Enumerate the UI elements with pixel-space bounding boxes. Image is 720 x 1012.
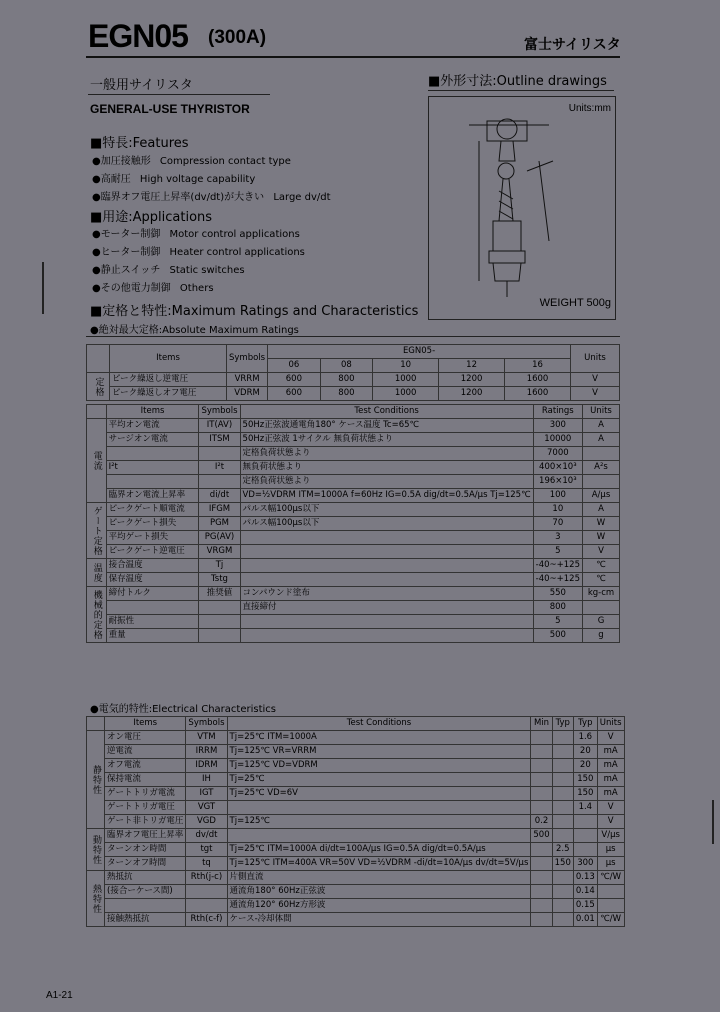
cell-item: ピークゲート損失 [106, 517, 199, 531]
list-item: ●臨界オフ電圧上昇率(dv/dt)が大きい Large dv/dt [92, 192, 331, 203]
col-max: Typ [573, 717, 597, 731]
cell-cond: 定格負荷状態より [240, 475, 533, 489]
cell-min [531, 801, 552, 815]
cell-sym: I²t [199, 461, 240, 475]
cell-item: 逆電流 [105, 745, 186, 759]
cell-max: 150 [573, 787, 597, 801]
list-item: ●高耐圧 High voltage capability [92, 174, 256, 185]
cell-max: 300 [573, 857, 597, 871]
electrical-table [86, 716, 625, 927]
cell-sym: di/dt [199, 489, 240, 503]
electrical-heading: ●電気的特性:Electrical Characteristics [90, 704, 277, 715]
table-row [87, 545, 620, 559]
cell-cond: 50Hz正弦波通電角180° ケース温度 Tc=65℃ [240, 419, 533, 433]
table-row [87, 629, 620, 643]
cell-min: 500 [531, 829, 552, 843]
cell-unit: V [597, 731, 624, 745]
variant: 12 [439, 359, 505, 373]
table-row [87, 731, 625, 745]
cell-cond: パルス幅100μs以下 [240, 517, 533, 531]
table-row [87, 885, 625, 899]
cell-val: 196×10³ [533, 475, 582, 489]
cell-item: 熱抵抗 [105, 871, 186, 885]
cell-val: 5 [533, 545, 582, 559]
cell-max [573, 843, 597, 857]
group-label: 動特性 [87, 829, 105, 871]
outline-heading: ■外形寸法:Outline drawings [428, 74, 607, 89]
cell-cond [240, 531, 533, 545]
cell-typ [552, 773, 573, 787]
list-item: ●加圧接触形 Compression contact type [92, 156, 291, 167]
table-row [87, 447, 620, 461]
table-row [87, 489, 620, 503]
table-row [87, 601, 620, 615]
cell-unit: mA [597, 745, 624, 759]
cell-cond: コンパウンド塗布 [240, 587, 533, 601]
title-rule [86, 56, 620, 58]
cell-val: 400×10³ [533, 461, 582, 475]
cell-cond: Tj=125℃ VD=VDRM [227, 759, 531, 773]
cell-val: 3 [533, 531, 582, 545]
col-group: EGN05- [268, 345, 571, 359]
cell-sym [199, 615, 240, 629]
cell-cond: 定格負荷状態より [240, 447, 533, 461]
abs-max-heading: ●絶対最大定格:Absolute Maximum Ratings [90, 325, 299, 336]
cell-cond: 直接締付 [240, 601, 533, 615]
col-conditions: Test Conditions [227, 717, 531, 731]
cell-cond [240, 545, 533, 559]
cell-typ [552, 787, 573, 801]
cell-item: ゲートトリガ電流 [105, 787, 186, 801]
table-row [87, 815, 625, 829]
cell-cond [240, 615, 533, 629]
col-typ: Typ [552, 717, 573, 731]
cell-val: 800 [533, 601, 582, 615]
cell-item [106, 601, 199, 615]
cell-max: 20 [573, 745, 597, 759]
cell-max [573, 829, 597, 843]
cell-sym [186, 899, 227, 913]
cell-min [531, 871, 552, 885]
cell-cond: VD=½VDRM ITM=1000A f=60Hz IG=0.5A dig/dt=0.5A/μs Tj=125℃ [240, 489, 533, 503]
cell-val: -40~+125 [533, 559, 582, 573]
cell-item: 保持電流 [105, 773, 186, 787]
cell-cond: Tj=125℃ ITM=400A VR=50V VD=½VDRM -di/dt=10A/μs dv/dt=5V/μs [227, 857, 531, 871]
cell-unit: A [583, 433, 620, 447]
outline-rule [428, 90, 614, 91]
cell-max: 0.01 [573, 913, 597, 927]
group-label: ゲート定格 [87, 503, 107, 559]
margin-mark [42, 262, 44, 314]
cell-val: 10 [533, 503, 582, 517]
cell-val: 500 [533, 629, 582, 643]
col-items: Items [106, 405, 199, 419]
cell-item: オン電圧 [105, 731, 186, 745]
col-items: Items [110, 345, 227, 373]
cell-sym: tgt [186, 843, 227, 857]
cell-cond [240, 573, 533, 587]
cell-min [531, 899, 552, 913]
table-row [87, 745, 625, 759]
cell-unit: V [597, 801, 624, 815]
list-item: ●その他電力制御 Others [92, 283, 214, 294]
cell-item: サージオン電流 [106, 433, 199, 447]
table-top-rule [86, 336, 620, 337]
cell-unit: V [583, 545, 620, 559]
group-label: 電流 [87, 419, 107, 503]
col-conditions: Test Conditions [240, 405, 533, 419]
cell-sym: IH [186, 773, 227, 787]
cell-item: 重量 [106, 629, 199, 643]
cell-item [106, 447, 199, 461]
cell-max: 1.6 [573, 731, 597, 745]
cell-unit: V [597, 815, 624, 829]
col-symbols: Symbols [227, 345, 268, 373]
voltage-ratings-table [86, 344, 620, 401]
cell-item [105, 899, 186, 913]
cell-item: 保存温度 [106, 573, 199, 587]
cell-unit: mA [597, 787, 624, 801]
list-item: ●静止スイッチ Static switches [92, 265, 245, 276]
cell-unit: kg-cm [583, 587, 620, 601]
cell-sym: IGT [186, 787, 227, 801]
cell-unit: A/μs [583, 489, 620, 503]
cell-unit [583, 601, 620, 615]
cell-item: ゲートトリガ電圧 [105, 801, 186, 815]
cell-sym: IDRM [186, 759, 227, 773]
cell-sym [186, 885, 227, 899]
cell-unit: V/μs [597, 829, 624, 843]
cell-item: ターンオフ時間 [105, 857, 186, 871]
units-label: Units:mm [568, 103, 611, 114]
table-row [87, 857, 625, 871]
cell-sym: PGM [199, 517, 240, 531]
cell-min [531, 787, 552, 801]
table-row [87, 461, 620, 475]
cell-item: I²t [106, 461, 199, 475]
cell-val: 550 [533, 587, 582, 601]
cell-unit: A²s [583, 461, 620, 475]
cell-item [106, 475, 199, 489]
cell-sym: VTM [186, 731, 227, 745]
table-row [87, 559, 620, 573]
cell-item: 臨界オフ電圧上昇率 [105, 829, 186, 843]
cell-unit: A [583, 503, 620, 517]
cell-min: 0.2 [531, 815, 552, 829]
cell-item: ゲート非トリガ電圧 [105, 815, 186, 829]
cell-min [531, 759, 552, 773]
cell-cond: 50Hz正弦波 1サイクル 無負荷状態より [240, 433, 533, 447]
cell-cond: パルス幅100μs以下 [240, 503, 533, 517]
table-row [87, 587, 620, 601]
cell-cond: Tj=125℃ [227, 815, 531, 829]
variant: 16 [505, 359, 571, 373]
cell-sym: IT(AV) [199, 419, 240, 433]
cell-cond: Tj=25℃ ITM=1000A di/dt=100A/μs IG=0.5A dig/dt=0.5A/μs [227, 843, 531, 857]
cell-unit: ℃/W [597, 913, 624, 927]
subtitle-jp: 一般用サイリスタ [90, 78, 193, 93]
cell-item: ピークゲート順電流 [106, 503, 199, 517]
cell-sym [199, 475, 240, 489]
cell-min [531, 885, 552, 899]
table-row: ピーク繰返しオフ電圧 VDRM 600 800 1000 1200 1600 V [87, 387, 620, 401]
cell-typ: 150 [552, 857, 573, 871]
cell-sym: Rth(c-f) [186, 913, 227, 927]
table-row [87, 759, 625, 773]
list-item: ●モーター制御 Motor control applications [92, 229, 300, 240]
group-label: 熱特性 [87, 871, 105, 927]
table-row [87, 773, 625, 787]
cell-val: 300 [533, 419, 582, 433]
cell-max: 150 [573, 773, 597, 787]
cell-val: 100 [533, 489, 582, 503]
cell-cond: 通流角120° 60Hz方形波 [227, 899, 531, 913]
cell-sym [199, 601, 240, 615]
cell-max: 0.13 [573, 871, 597, 885]
cell-cond [227, 829, 531, 843]
table-row [87, 433, 620, 447]
cell-min [531, 857, 552, 871]
cell-sym: tq [186, 857, 227, 871]
cell-item: 耐振性 [106, 615, 199, 629]
cell-item: (接合ーケース間) [105, 885, 186, 899]
cell-item: 締付トルク [106, 587, 199, 601]
cell-item: 平均オン電流 [106, 419, 199, 433]
table-row [87, 913, 625, 927]
col-units: Units [597, 717, 624, 731]
cell-cond [227, 801, 531, 815]
cell-unit [597, 885, 624, 899]
list-item: ●ヒーター制御 Heater control applications [92, 247, 305, 258]
cell-sym: dv/dt [186, 829, 227, 843]
cell-max: 0.14 [573, 885, 597, 899]
jp-product-name: 富士サイリスタ [524, 37, 621, 53]
cell-max: 0.15 [573, 899, 597, 913]
subtitle-en: GENERAL-USE THYRISTOR [90, 102, 250, 116]
table-row [87, 871, 625, 885]
cell-val: 5 [533, 615, 582, 629]
col-symbols: Symbols [186, 717, 227, 731]
cell-sym [199, 629, 240, 643]
cell-unit: G [583, 615, 620, 629]
cell-sym: Tj [199, 559, 240, 573]
table-row [87, 843, 625, 857]
cell-unit [583, 475, 620, 489]
cell-cond: ケース-冷却体間 [227, 913, 531, 927]
cell-cond [240, 629, 533, 643]
cell-sym: VGD [186, 815, 227, 829]
weight-label: WEIGHT 500g [539, 297, 611, 309]
col-units: Units [571, 345, 620, 373]
ratings-heading: ■定格と特性:Maximum Ratings and Characteristics [90, 304, 419, 319]
cell-typ [552, 913, 573, 927]
cell-unit [597, 899, 624, 913]
cell-cond [240, 559, 533, 573]
table-row [87, 615, 620, 629]
cell-sym: 推奨値 [199, 587, 240, 601]
variant: 08 [320, 359, 373, 373]
table-row [87, 899, 625, 913]
cell-sym: IRRM [186, 745, 227, 759]
cell-sym: IFGM [199, 503, 240, 517]
variant: 06 [268, 359, 321, 373]
thyristor-drawing [449, 101, 559, 306]
cell-typ [552, 871, 573, 885]
cell-unit: g [583, 629, 620, 643]
cell-min [531, 773, 552, 787]
page-number: A1-21 [46, 990, 73, 1001]
cell-min [531, 745, 552, 759]
features-heading: ■特長:Features [90, 136, 189, 151]
cell-item: 平均ゲート損失 [106, 531, 199, 545]
cell-min [531, 843, 552, 857]
cell-unit: A [583, 419, 620, 433]
cell-item: ターンオン時間 [105, 843, 186, 857]
group-label: 機械的定格 [87, 587, 107, 643]
part-number: EGN05 [88, 18, 188, 54]
group-label: 静特性 [87, 731, 105, 829]
cell-cond: 片側直流 [227, 871, 531, 885]
table-row [87, 503, 620, 517]
cell-unit [583, 447, 620, 461]
group-label: 温度 [87, 559, 107, 587]
group-label: 定格 [87, 373, 110, 401]
cell-sym: Tstg [199, 573, 240, 587]
table-row [87, 517, 620, 531]
margin-mark [712, 800, 714, 844]
table-row [87, 787, 625, 801]
cell-typ [552, 745, 573, 759]
cell-typ [552, 731, 573, 745]
cell-typ [552, 885, 573, 899]
cell-item: ピークゲート逆電圧 [106, 545, 199, 559]
cell-typ: 2.5 [552, 843, 573, 857]
cell-item: 接触熱抵抗 [105, 913, 186, 927]
cell-cond: 通流角180° 60Hz正弦波 [227, 885, 531, 899]
cell-unit: ℃ [583, 573, 620, 587]
cell-unit: mA [597, 759, 624, 773]
cell-typ [552, 801, 573, 815]
features-list [92, 153, 331, 207]
cell-sym: VGT [186, 801, 227, 815]
subtitle-rule [88, 94, 270, 95]
table-row [87, 801, 625, 815]
col-ratings: Ratings [533, 405, 582, 419]
table-row [87, 531, 620, 545]
table-row [87, 475, 620, 489]
cell-unit: W [583, 517, 620, 531]
cell-sym: VRGM [199, 545, 240, 559]
table-row [87, 573, 620, 587]
cell-item: 臨界オン電流上昇率 [106, 489, 199, 503]
cell-typ [552, 829, 573, 843]
cell-val: -40~+125 [533, 573, 582, 587]
col-min: Min [531, 717, 552, 731]
col-units: Units [583, 405, 620, 419]
table-row: 定格 ピーク繰返し逆電圧 VRRM 600 800 1000 1200 1600 V [87, 373, 620, 387]
cell-unit: μs [597, 843, 624, 857]
applications-list [92, 226, 305, 298]
cell-cond: Tj=25℃ ITM=1000A [227, 731, 531, 745]
cell-cond: Tj=25℃ [227, 773, 531, 787]
applications-heading: ■用途:Applications [90, 210, 213, 225]
cell-min [531, 913, 552, 927]
cell-min [531, 731, 552, 745]
cell-sym: PG(AV) [199, 531, 240, 545]
col-symbols: Symbols [199, 405, 240, 419]
table-row [87, 829, 625, 843]
cell-typ [552, 759, 573, 773]
cell-max: 1.4 [573, 801, 597, 815]
cell-typ [552, 899, 573, 913]
cell-sym: Rth(j-c) [186, 871, 227, 885]
cell-max: 20 [573, 759, 597, 773]
cell-sym: ITSM [199, 433, 240, 447]
variant: 10 [373, 359, 439, 373]
outline-drawing [428, 96, 616, 320]
cell-val: 10000 [533, 433, 582, 447]
cell-sym [199, 447, 240, 461]
cell-max [573, 815, 597, 829]
cell-item: オフ電流 [105, 759, 186, 773]
cell-cond: 無負荷状態より [240, 461, 533, 475]
cell-val: 70 [533, 517, 582, 531]
cell-typ [552, 815, 573, 829]
cell-unit: μs [597, 857, 624, 871]
cell-cond: Tj=125℃ VR=VRRM [227, 745, 531, 759]
cell-val: 7000 [533, 447, 582, 461]
cell-unit: ℃ [583, 559, 620, 573]
col-items: Items [105, 717, 186, 731]
cell-unit: mA [597, 773, 624, 787]
current-rating: (300A) [208, 27, 267, 48]
table-row [87, 419, 620, 433]
cell-item: 接合温度 [106, 559, 199, 573]
cell-unit: ℃/W [597, 871, 624, 885]
cell-unit: W [583, 531, 620, 545]
max-ratings-table [86, 404, 620, 643]
cell-cond: Tj=25℃ VD=6V [227, 787, 531, 801]
